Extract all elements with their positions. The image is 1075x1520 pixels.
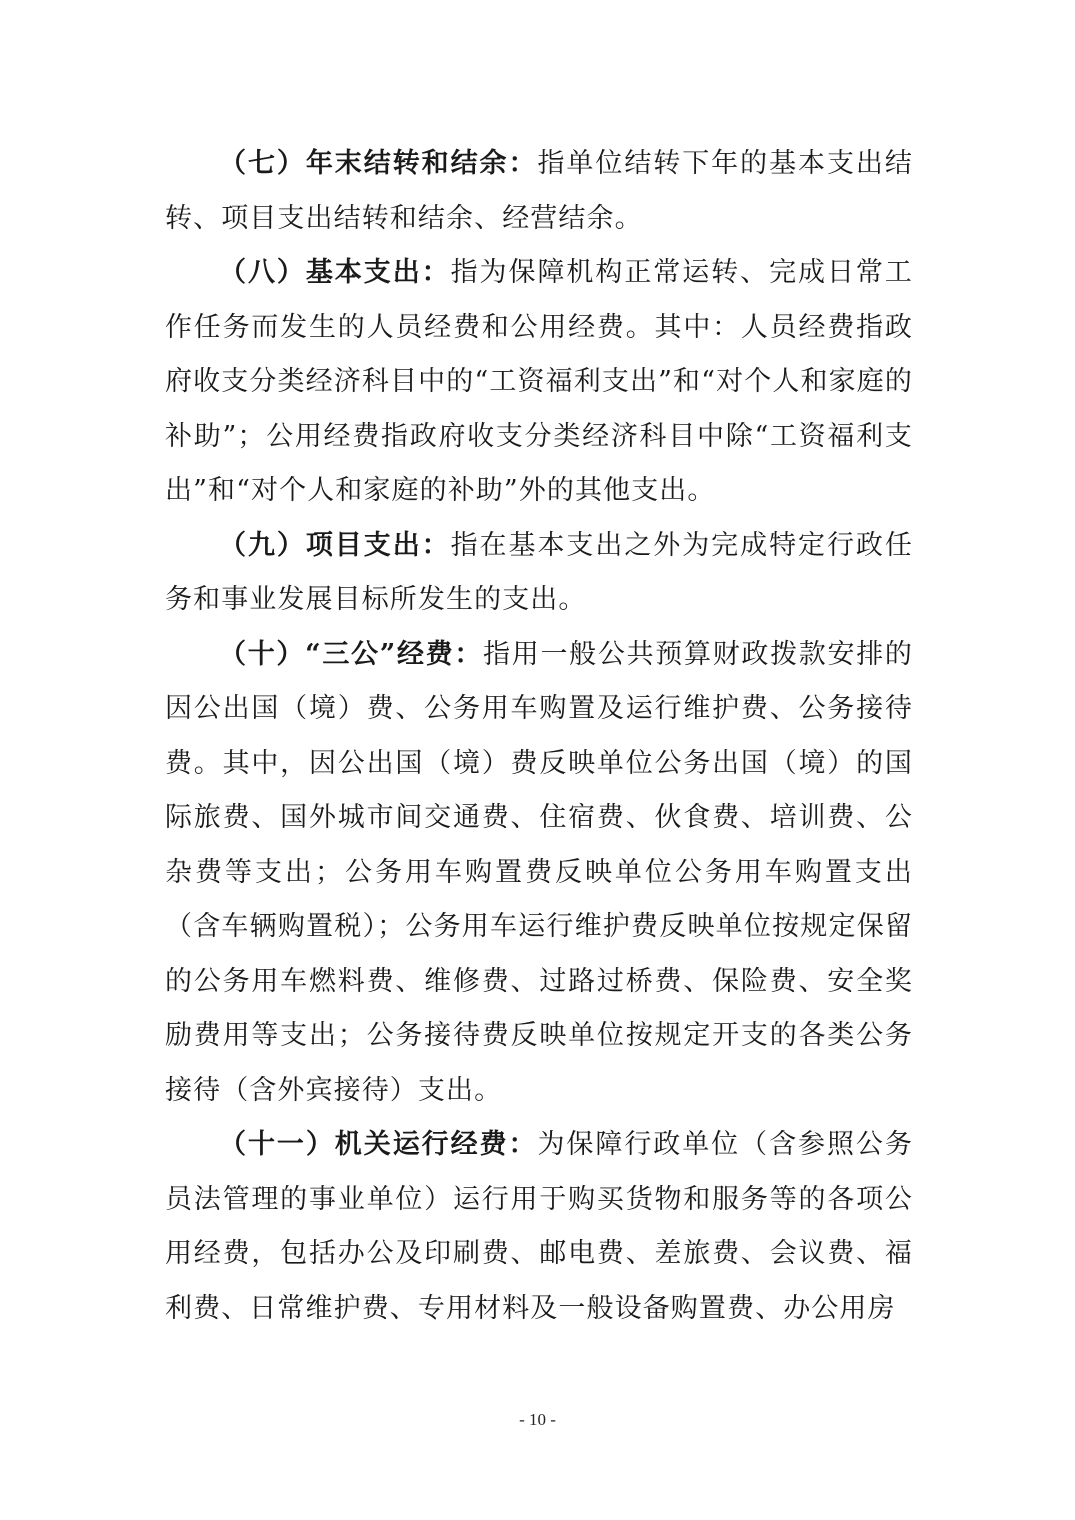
paragraph-three-public-expenses bbox=[165, 628, 913, 1119]
term-heading: （九）项目支出： bbox=[219, 529, 451, 561]
paragraph-agency-operating-expenses bbox=[165, 1118, 913, 1336]
term-definition: 指为保障机构正常运转、完成日常工作任务而发生的人员经费和公用经费。其中：人员经费指政府收支分类经济科目中的“工资福利支出”和“对个人和家庭的补助”；公用经费指政府收支分类经济科目中除“工资福利支出”和“对个人和家庭的补助”外的其他支出。 bbox=[165, 257, 913, 506]
term-definition: 为保障行政单位（含参照公务员法管理的事业单位）运行用于购买货物和服务等的各项公用经费，包括办公及印刷费、邮电费、差旅费、会议费、福利费、日常维护费、专用材料及一般设备购置费、办公用房 bbox=[165, 1129, 913, 1324]
paragraph-project-expenditure bbox=[165, 519, 913, 628]
term-definition: 指用一般公共预算财政拨款安排的因公出国（境）费、公务用车购置及运行维护费、公务接待费。其中，因公出国（境）费反映单位公务出国（境）的国际旅费、国外城市间交通费、住宿费、伙食费、培训费、公杂费等支出；公务用车购置费反映单位公务用车购置支出（含车辆购置税）；公务用车运行维护费反映单位按规定保留的公务用车燃料费、维修费、过路过桥费、保险费、安全奖励费用等支出；公务接待费反映单位按规定开支的各类公务接待（含外宾接待）支出。 bbox=[165, 638, 913, 1106]
term-heading: （八）基本支出： bbox=[219, 257, 451, 288]
term-heading: （七）年末结转和结余： bbox=[219, 148, 538, 179]
document-body bbox=[165, 137, 913, 1336]
term-definition: 指单位结转下年的基本支出结转、项目支出结转和结余、经营结余。 bbox=[165, 148, 913, 234]
paragraph-year-end-carryover bbox=[165, 137, 913, 246]
term-heading: （十一）机关运行经费： bbox=[219, 1129, 538, 1160]
term-heading: （十）“三公”经费： bbox=[219, 638, 484, 670]
paragraph-basic-expenditure bbox=[165, 246, 913, 519]
term-definition: 指在基本支出之外为完成特定行政任务和事业发展目标所发生的支出。 bbox=[165, 529, 913, 615]
page-number: - 10 - bbox=[519, 1410, 556, 1429]
